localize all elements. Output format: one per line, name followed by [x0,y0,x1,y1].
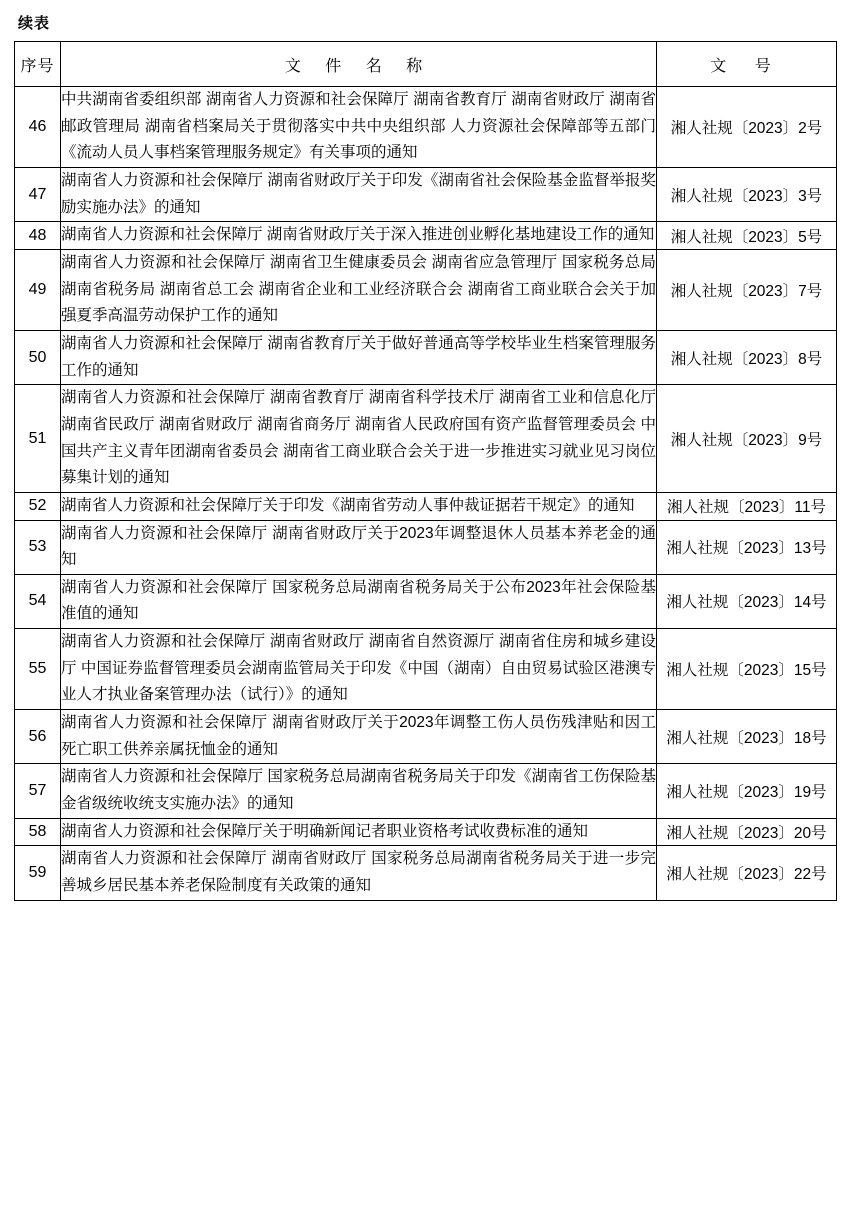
cell-document-name: 湖南省人力资源和社会保障厅 湖南省财政厅关于印发《湖南省社会保险基金监督举报奖励实施办法》的通知 [61,167,657,221]
cell-sequence: 59 [15,846,61,900]
cell-document-name: 湖南省人力资源和社会保障厅 湖南省教育厅 湖南省科学技术厅 湖南省工业和信息化厅 湖南省民政厅 湖南省财政厅 湖南省商务厅 湖南省人民政府国有资产监督管理委员会 中国共产主义青年团湖南省委员会 湖南省工商业联合会关于进一步推进实习就业见习岗位募集计划的通知 [61,385,657,493]
cell-sequence: 50 [15,330,61,384]
table-header [15,42,837,87]
cell-document-number: 湘人社规〔2023〕18号 [657,710,837,764]
table-row [15,629,837,710]
cell-document-name: 湖南省人力资源和社会保障厅 湖南省卫生健康委员会 湖南省应急管理厅 国家税务总局湖南省税务局 湖南省总工会 湖南省企业和工业经济联合会 湖南省工商业联合会关于加强夏季高温劳动保护工作的通知 [61,249,657,330]
table-row [15,818,837,846]
cell-document-number: 湘人社规〔2023〕2号 [657,87,837,168]
cell-document-number: 湘人社规〔2023〕13号 [657,520,837,574]
continued-table-label: 续表 [18,15,51,32]
table-row [15,520,837,574]
table-row [15,764,837,818]
cell-document-name: 湖南省人力资源和社会保障厅关于明确新闻记者职业资格考试收费标准的通知 [61,818,657,846]
cell-sequence: 55 [15,629,61,710]
cell-sequence: 52 [15,492,61,520]
cell-document-number: 湘人社规〔2023〕15号 [657,629,837,710]
cell-sequence: 51 [15,385,61,493]
table-body [15,87,837,901]
cell-sequence: 57 [15,764,61,818]
cell-document-number: 湘人社规〔2023〕11号 [657,492,837,520]
cell-document-name: 湖南省人力资源和社会保障厅关于印发《湖南省劳动人事仲裁证据若干规定》的通知 [61,492,657,520]
cell-document-name: 湖南省人力资源和社会保障厅 湖南省财政厅关于2023年调整工伤人员伤残津贴和因工死亡职工供养亲属抚恤金的通知 [61,710,657,764]
regulation-documents-table [14,41,837,901]
table-header-row [15,42,837,87]
table-row [15,330,837,384]
cell-document-name: 湖南省人力资源和社会保障厅 湖南省财政厅 国家税务总局湖南省税务局关于进一步完善城乡居民基本养老保险制度有关政策的通知 [61,846,657,900]
cell-document-number: 湘人社规〔2023〕8号 [657,330,837,384]
table-row [15,574,837,628]
table-row [15,87,837,168]
cell-document-name: 湖南省人力资源和社会保障厅 湖南省教育厅关于做好普通高等学校毕业生档案管理服务工作的通知 [61,330,657,384]
cell-document-number: 湘人社规〔2023〕19号 [657,764,837,818]
column-header-document-number: 文 号 [657,42,837,87]
cell-document-number: 湘人社规〔2023〕20号 [657,818,837,846]
cell-sequence: 53 [15,520,61,574]
cell-sequence: 56 [15,710,61,764]
column-header-sequence: 序号 [15,42,61,87]
cell-document-name: 湖南省人力资源和社会保障厅 国家税务总局湖南省税务局关于印发《湖南省工伤保险基金省级统收统支实施办法》的通知 [61,764,657,818]
cell-sequence: 48 [15,222,61,250]
table-row [15,710,837,764]
cell-document-number: 湘人社规〔2023〕7号 [657,249,837,330]
table-row [15,492,837,520]
cell-document-number: 湘人社规〔2023〕22号 [657,846,837,900]
cell-document-name: 湖南省人力资源和社会保障厅 湖南省财政厅关于2023年调整退休人员基本养老金的通知 [61,520,657,574]
table-row [15,222,837,250]
table-row [15,385,837,493]
cell-document-name: 湖南省人力资源和社会保障厅 湖南省财政厅 湖南省自然资源厅 湖南省住房和城乡建设厅 中国证券监督管理委员会湖南监管局关于印发《中国（湖南）自由贸易试验区港澳专业人才执业备案管理办法（试行）》的通知 [61,629,657,710]
cell-document-name: 湖南省人力资源和社会保障厅 国家税务总局湖南省税务局关于公布2023年社会保险基准值的通知 [61,574,657,628]
cell-document-name: 中共湖南省委组织部 湖南省人力资源和社会保障厅 湖南省教育厅 湖南省财政厅 湖南省邮政管理局 湖南省档案局关于贯彻落实中共中央组织部 人力资源社会保障部等五部门《流动人员人事档案管理服务规定》有关事项的通知 [61,87,657,168]
cell-document-number: 湘人社规〔2023〕14号 [657,574,837,628]
cell-document-number: 湘人社规〔2023〕9号 [657,385,837,493]
cell-sequence: 58 [15,818,61,846]
cell-sequence: 47 [15,167,61,221]
cell-document-name: 湖南省人力资源和社会保障厅 湖南省财政厅关于深入推进创业孵化基地建设工作的通知 [61,222,657,250]
cell-document-number: 湘人社规〔2023〕5号 [657,222,837,250]
table-row [15,846,837,900]
cell-document-number: 湘人社规〔2023〕3号 [657,167,837,221]
cell-sequence: 49 [15,249,61,330]
table-row [15,249,837,330]
cell-sequence: 54 [15,574,61,628]
cell-sequence: 46 [15,87,61,168]
table-row [15,167,837,221]
column-header-document-name: 文 件 名 称 [61,42,657,87]
